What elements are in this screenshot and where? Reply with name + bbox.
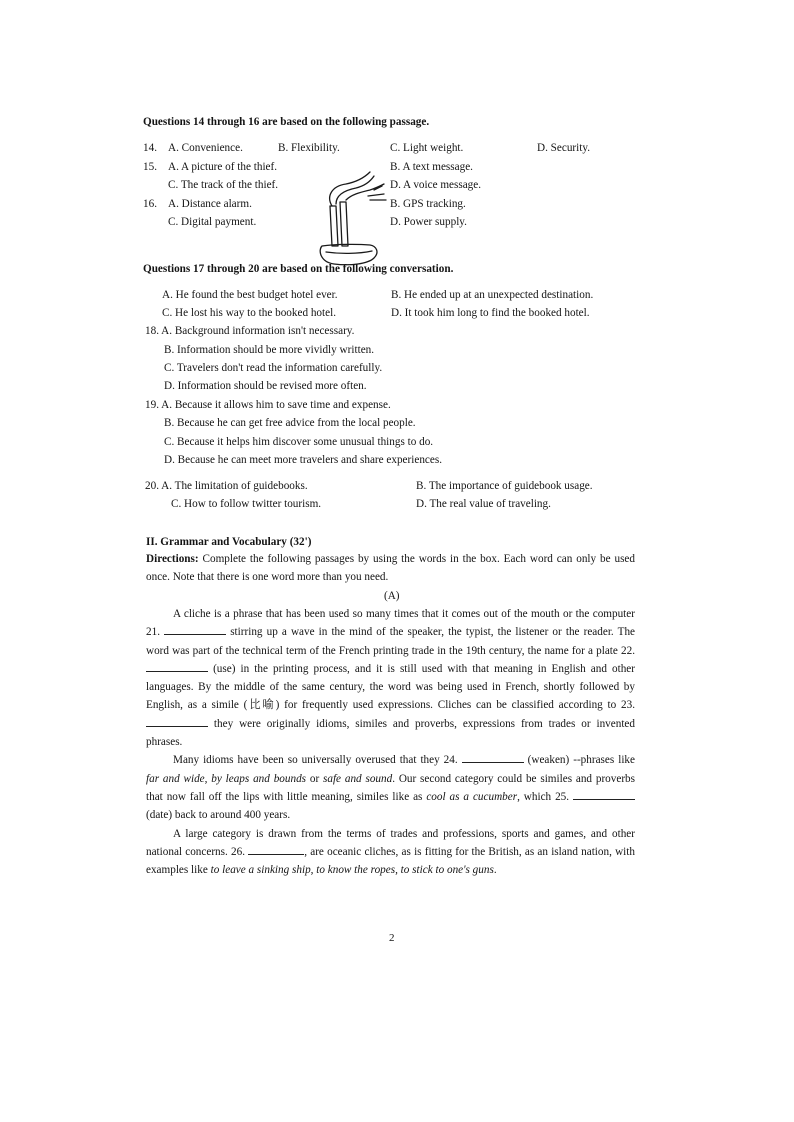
blank-24[interactable] (462, 752, 524, 763)
q16-option-c: C. Digital payment. (168, 216, 257, 228)
paragraph-2 (146, 751, 635, 824)
q20-option-a: 20. A. The limitation of guidebooks. (145, 480, 308, 492)
blank-26[interactable] (248, 844, 304, 855)
q15-option-d: D. A voice message. (390, 179, 482, 191)
p2-text-6: (date) back to around 400 years. (146, 809, 291, 822)
p2-text-1: Many idioms have been so universally overused that they 24. (173, 754, 462, 767)
q14-option-c: C. Light weight. (390, 142, 464, 154)
p2-text-2: (weaken) --phrases like (523, 754, 635, 767)
blank-23[interactable] (146, 716, 208, 727)
q17-option-a: A. He found the best budget hotel ever. (162, 289, 338, 301)
p2-italic-3: cool as a cucumber (426, 790, 518, 803)
q17-option-d: D. It took him long to find the booked hotel. (391, 307, 590, 319)
q14-option-d: D. Security. (537, 142, 591, 154)
p1-text-4: they were originally idioms, similes and proverbs, expressions from trades or invented phrases. (146, 717, 635, 749)
p2-italic-1: far and wide, by leaps and bounds (146, 772, 307, 785)
passage-a (146, 605, 635, 879)
page-number: 2 (389, 932, 395, 944)
q16-number: 16. (143, 198, 157, 210)
q14-option-a: A. Convenience. (168, 142, 243, 154)
q15-number: 15. (143, 161, 157, 173)
p2-italic-2: safe and sound (323, 772, 393, 785)
q15-option-b: B. A text message. (390, 161, 473, 173)
sketch-illustration-icon (312, 168, 392, 268)
q16-option-d: D. Power supply. (390, 216, 467, 228)
directions (146, 550, 635, 587)
q20-option-b: B. The importance of guidebook usage. (416, 480, 593, 492)
q14-number: 14. (143, 142, 157, 154)
q16-option-b: B. GPS tracking. (390, 198, 466, 210)
p2-text-4: . Our second category could be similes and proverbs that now fall off the lips with little meaning, similes like as (146, 772, 635, 803)
p2-text-3: or (306, 772, 323, 785)
q19-option-a: 19. A. Because it allows him to save time and expense. (145, 399, 391, 411)
q19-option-c: C. Because it helps him discover some unusual things to do. (164, 436, 434, 448)
blank-22[interactable] (146, 661, 208, 672)
heading-questions-14-16: Questions 14 through 16 are based on the following passage. (143, 116, 430, 128)
q18-option-b: B. Information should be more vividly written. (164, 344, 375, 356)
blank-21[interactable] (164, 624, 226, 635)
q19-option-b: B. Because he can get free advice from the local people. (164, 417, 416, 429)
p2-text-5: , which 25. (517, 790, 573, 803)
q18-option-d: D. Information should be revised more often. (164, 380, 367, 392)
p3-text-3: . (493, 864, 497, 877)
blank-25[interactable] (573, 789, 635, 800)
q18-option-c: C. Travelers don't read the information carefully. (164, 362, 383, 374)
q20-option-d: D. The real value of traveling. (416, 498, 551, 510)
q17-option-c: C. He lost his way to the booked hotel. (162, 307, 337, 319)
q18-option-a: 18. A. Background information isn't necessary. (145, 325, 355, 337)
p1-text-3: (use) in the printing process, and it is still used with that meaning in English and other languages. By the middle of the same century, the word was being used in French, shortly followed by English, as a simile (比喻) for frequently used expressions. Cliches can be classified according to 23. (146, 662, 635, 712)
q17-option-b: B. He ended up at an unexpected destination. (391, 289, 594, 301)
q14-option-b: B. Flexibility. (278, 142, 340, 154)
directions-label: Directions: (146, 553, 199, 565)
passage-label: (A) (384, 590, 400, 602)
q15-option-c: C. The track of the thief. (168, 179, 279, 191)
paragraph-3 (146, 825, 635, 880)
p1-text-2: stirring up a wave in the mind of the speaker, the typist, the listener or the reader. The word was part of the technical term of the French printing trade in the 19th century, the name for a plate 22. (146, 626, 636, 657)
heading-questions-17-20: Questions 17 through 20 are based on the following conversation. (143, 263, 454, 275)
p1-text-1: A cliche is a phrase that has been used so many times that it comes out of the mouth or the computer 21. (146, 608, 635, 639)
q20-option-c: C. How to follow twitter tourism. (171, 498, 322, 510)
q19-option-d: D. Because he can meet more travelers and share experiences. (164, 454, 442, 466)
section-title: II. Grammar and Vocabulary (32') (146, 536, 312, 548)
q15-option-a: A. A picture of the thief. (168, 161, 278, 173)
p3-italic-1: to leave a sinking ship, to know the ropes, to stick to one's guns (210, 864, 494, 877)
p3-text-1: A large category is drawn from the terms of trades and professions, sports and games, and other national concerns. 26. (146, 827, 635, 858)
paragraph-1 (146, 605, 635, 751)
directions-text: Complete the following passages by using the words in the box. Each word can only be used once. Note that there is one word more than you need. (146, 553, 635, 584)
p3-text-2: , are oceanic cliches, as is fitting for the British, as an island nation, with examples like (146, 845, 635, 877)
q16-option-a: A. Distance alarm. (168, 198, 252, 210)
